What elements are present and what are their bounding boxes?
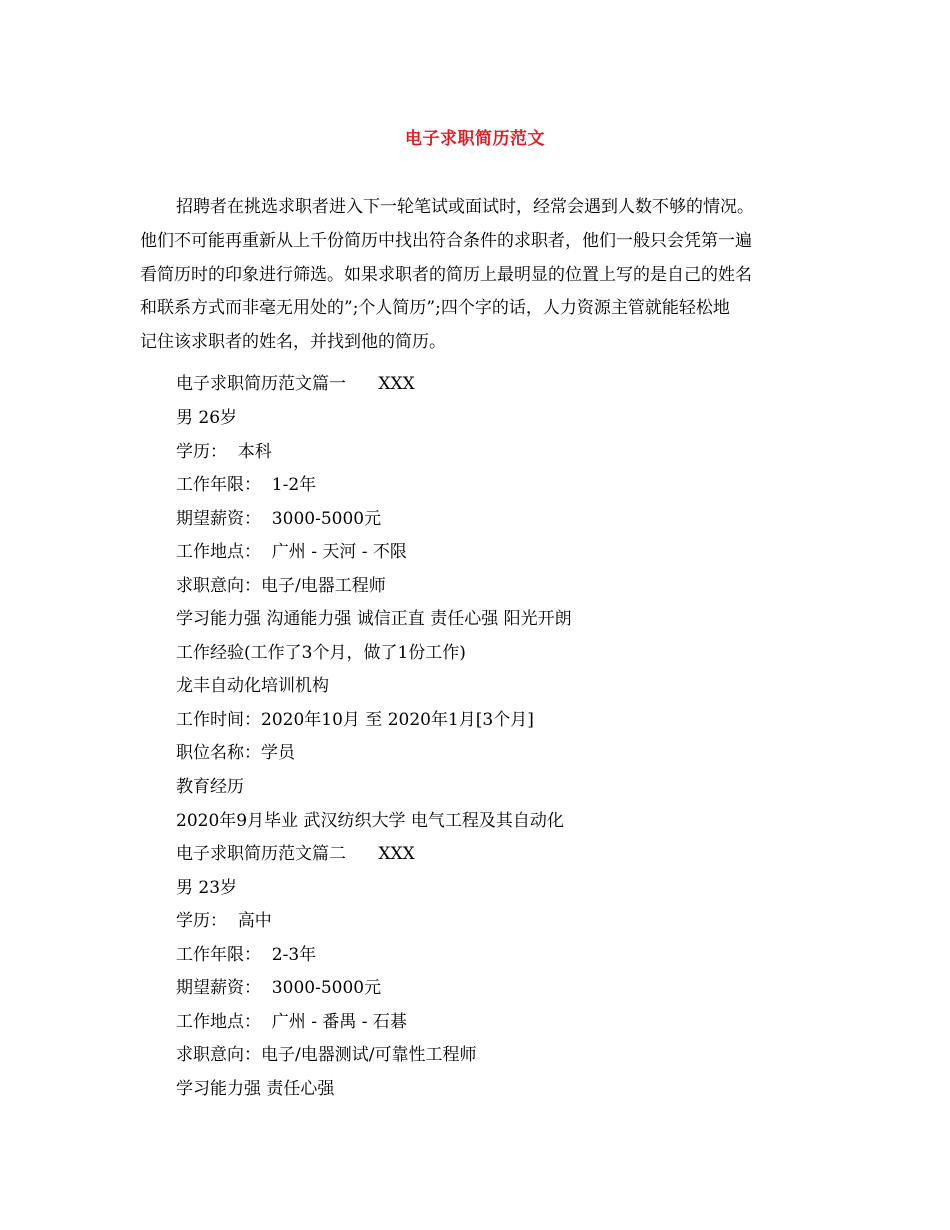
work-years-2: 工作年限： 2-3年 — [176, 945, 317, 965]
gender-age-1: 男 26岁 — [176, 408, 238, 428]
work-period-1: 工作时间：2020年10月 至 2020年1月[3个月] — [176, 710, 534, 730]
work-location-2: 工作地点： 广州 - 番禺 - 石碁 — [176, 1012, 407, 1032]
education-1: 学历： 本科 — [176, 442, 272, 462]
job-intention-1: 求职意向：电子/电器工程师 — [176, 576, 386, 596]
education-2: 学历： 高中 — [176, 911, 272, 931]
document-title: 电子求职简历范文 — [405, 129, 545, 149]
strengths-2: 学习能力强 责任心强 — [176, 1079, 335, 1099]
intro-line: 招聘者在挑选求职者进入下一轮笔试或面试时，经常会遇到人数不够的情况。 — [176, 197, 754, 217]
intro-line: 他们不可能再重新从上千份简历中找出符合条件的求职者，他们一般只会凭第一遍 — [140, 230, 752, 251]
strengths-1: 学习能力强 沟通能力强 诚信正直 责任心强 阳光开朗 — [176, 609, 572, 629]
intro-line: 看简历时的印象进行筛选。如果求职者的简历上最明显的位置上写的是自己的姓名 — [140, 264, 752, 285]
graduation-1: 2020年9月毕业 武汉纺织大学 电气工程及其自动化 — [176, 811, 564, 831]
position-title-1: 职位名称：学员 — [176, 743, 295, 763]
intro-paragraph — [140, 191, 820, 360]
resume-heading-1: 电子求职简历范文篇一 XXX — [176, 374, 415, 394]
expected-salary-2: 期望薪资： 3000-5000元 — [176, 978, 382, 998]
job-intention-2: 求职意向：电子/电器测试/可靠性工程师 — [176, 1045, 477, 1065]
work-location-1: 工作地点： 广州 - 天河 - 不限 — [176, 542, 407, 562]
gender-age-2: 男 23岁 — [176, 878, 238, 898]
work-years-1: 工作年限： 1-2年 — [176, 475, 317, 495]
resume-heading-2: 电子求职简历范文篇二 XXX — [176, 844, 415, 864]
expected-salary-1: 期望薪资： 3000-5000元 — [176, 509, 382, 529]
intro-line: 记住该求职者的姓名，并找到他的简历。 — [140, 332, 446, 353]
work-experience-1: 工作经验(工作了3个月，做了1份工作) — [176, 643, 466, 663]
employer-1: 龙丰自动化培训机构 — [176, 676, 329, 696]
intro-line: 和联系方式而非毫无用处的”;个人简历”;四个字的话，人力资源主管就能轻松地 — [140, 298, 730, 319]
education-history-1: 教育经历 — [176, 777, 244, 797]
